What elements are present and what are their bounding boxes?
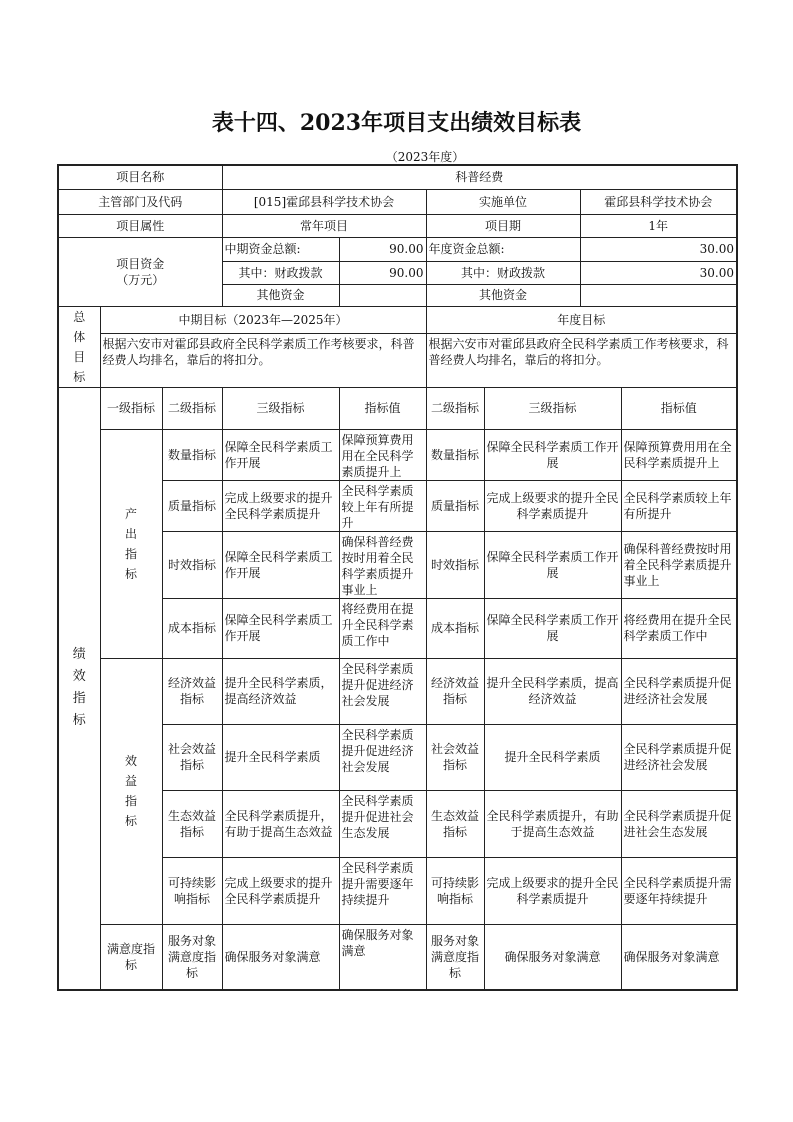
mid-value-cell: 全民科学素质提升促进社会生态发展 bbox=[339, 790, 426, 857]
year-level3-cell: 提升全民科学素质，提高经济效益 bbox=[484, 658, 621, 724]
year-level2-cell: 服务对象满意度指标 bbox=[426, 924, 484, 990]
mid-value-cell: 确保服务对象满意 bbox=[339, 924, 426, 990]
year-level2-cell: 可持续影响指标 bbox=[426, 857, 484, 924]
year-value-cell: 将经费用在提升全民科学素质工作中 bbox=[621, 598, 737, 658]
value-year-fiscal: 30.00 bbox=[580, 261, 737, 284]
mid-level3-cell: 保障全民科学素质工作开展 bbox=[222, 598, 339, 658]
level1-indicator bbox=[100, 429, 162, 658]
row-goal-text bbox=[58, 334, 737, 387]
label-attr: 项目属性 bbox=[58, 214, 222, 237]
label-period: 项目期 bbox=[426, 214, 580, 237]
performance-target-table bbox=[57, 164, 738, 991]
mid-value-cell: 保障预算费用用在全民科学素质提升上 bbox=[339, 429, 426, 480]
value-dept: [015]霍邱县科学技术协会 bbox=[222, 189, 426, 214]
row-fund-total bbox=[58, 237, 737, 261]
indicator-row bbox=[58, 658, 737, 724]
year-level3-cell: 保障全民科学素质工作开展 bbox=[484, 429, 621, 480]
mid-level2-cell: 服务对象满意度指标 bbox=[162, 924, 222, 990]
year-level2-cell: 经济效益指标 bbox=[426, 658, 484, 724]
performance-indicators-text: 绩效指标 bbox=[72, 647, 86, 729]
header-level3: 三级指标 bbox=[222, 387, 339, 429]
mid-goal-text: 根据六安市对霍邱县政府全民科学素质工作考核要求，科普经费人均排名，靠后的将扣分。 bbox=[100, 334, 426, 387]
year-value-cell: 全民科学素质提升促进社会生态发展 bbox=[621, 790, 737, 857]
label-mid-other: 其他资金 bbox=[222, 284, 339, 306]
label-mid-total: 中期资金总额: bbox=[222, 237, 339, 261]
year-level2-cell: 生态效益指标 bbox=[426, 790, 484, 857]
level1-indicator-text: 产出指标 bbox=[125, 506, 138, 581]
label-year-total: 年度资金总额: bbox=[426, 237, 580, 261]
header-value: 指标值 bbox=[339, 387, 426, 429]
value-year-total: 30.00 bbox=[580, 237, 737, 261]
header-level2: 二级指标 bbox=[162, 387, 222, 429]
mid-level3-cell: 全民科学素质提升，有助于提高生态效益 bbox=[222, 790, 339, 857]
value-attr: 常年项目 bbox=[222, 214, 426, 237]
mid-level2-cell: 数量指标 bbox=[162, 429, 222, 480]
label-mid-fiscal: 其中：财政拨款 bbox=[222, 261, 339, 284]
mid-level2-cell: 社会效益指标 bbox=[162, 724, 222, 790]
label-impl: 实施单位 bbox=[426, 189, 580, 214]
year-level3-cell: 保障全民科学素质工作开展 bbox=[484, 598, 621, 658]
row-indicator-headers bbox=[58, 387, 737, 429]
label-mid-goal: 中期目标（2023年—2025年） bbox=[100, 306, 426, 334]
mid-level2-cell: 时效指标 bbox=[162, 531, 222, 598]
year-value-cell: 全民科学素质提升促进经济社会发展 bbox=[621, 724, 737, 790]
fund-unit: （万元） bbox=[116, 272, 165, 287]
year-level3-cell: 完成上级要求的提升全民科学素质提升 bbox=[484, 857, 621, 924]
mid-level3-cell: 保障全民科学素质工作开展 bbox=[222, 531, 339, 598]
label-performance-indicators bbox=[58, 387, 100, 990]
mid-level2-cell: 经济效益指标 bbox=[162, 658, 222, 724]
year-level2-cell: 质量指标 bbox=[426, 480, 484, 531]
mid-level2-cell: 可持续影响指标 bbox=[162, 857, 222, 924]
value-mid-total: 90.00 bbox=[339, 237, 426, 261]
value-project-name: 科普经费 bbox=[222, 165, 737, 189]
level1-indicator-text: 满意度指标 bbox=[106, 941, 155, 972]
label-year-other: 其他资金 bbox=[426, 284, 580, 306]
row-dept bbox=[58, 189, 737, 214]
mid-level2-cell: 质量指标 bbox=[162, 480, 222, 531]
year-level3-cell: 完成上级要求的提升全民科学素质提升 bbox=[484, 480, 621, 531]
year-value-cell: 确保科普经费按时用着全民科学素质提升事业上 bbox=[621, 531, 737, 598]
year-value-cell: 全民科学素质较上年有所提升 bbox=[621, 480, 737, 531]
value-impl: 霍邱县科学技术协会 bbox=[580, 189, 737, 214]
year-level2-cell: 社会效益指标 bbox=[426, 724, 484, 790]
header-year-value: 指标值 bbox=[621, 387, 737, 429]
indicator-row bbox=[58, 429, 737, 480]
mid-level3-cell: 保障全民科学素质工作开展 bbox=[222, 429, 339, 480]
label-project-name: 项目名称 bbox=[58, 165, 222, 189]
fund-label: 项目资金 bbox=[116, 256, 165, 271]
subtitle-year: （2023年度） bbox=[385, 150, 465, 164]
mid-value-cell: 确保科普经费按时用着全民科学素质提升事业上 bbox=[339, 531, 426, 598]
label-overall-goal bbox=[58, 306, 100, 387]
level1-indicator-text: 效益指标 bbox=[125, 754, 138, 828]
label-dept: 主管部门及代码 bbox=[58, 189, 222, 214]
year-level3-cell: 保障全民科学素质工作开展 bbox=[484, 531, 621, 598]
mid-value-cell: 全民科学素质提升需要逐年持续提升 bbox=[339, 857, 426, 924]
year-level2-cell: 数量指标 bbox=[426, 429, 484, 480]
year-value-cell: 全民科学素质提升促进经济社会发展 bbox=[621, 658, 737, 724]
header-level1: 一级指标 bbox=[100, 387, 162, 429]
mid-level3-cell: 提升全民科学素质 bbox=[222, 724, 339, 790]
header-year-level3: 三级指标 bbox=[484, 387, 621, 429]
year-goal-text: 根据六安市对霍邱县政府全民科学素质工作考核要求，科普经费人均排名，靠后的将扣分。 bbox=[426, 334, 737, 387]
mid-value-cell: 全民科学素质较上年有所提升 bbox=[339, 480, 426, 531]
mid-value-cell: 全民科学素质提升促进经济社会发展 bbox=[339, 658, 426, 724]
year-level2-cell: 成本指标 bbox=[426, 598, 484, 658]
level1-indicator bbox=[100, 658, 162, 924]
year-value-cell: 确保服务对象满意 bbox=[621, 924, 737, 990]
page-title: 表十四、2023年项目支出绩效目标表 bbox=[211, 110, 582, 136]
mid-level3-cell: 确保服务对象满意 bbox=[222, 924, 339, 990]
overall-goal-text: 总体目标 bbox=[73, 309, 86, 384]
mid-level2-cell: 成本指标 bbox=[162, 598, 222, 658]
indicator-row bbox=[58, 924, 737, 990]
mid-level3-cell: 完成上级要求的提升全民科学素质提升 bbox=[222, 857, 339, 924]
level1-indicator bbox=[100, 924, 162, 990]
value-mid-other bbox=[339, 284, 426, 306]
row-attr bbox=[58, 214, 737, 237]
year-value-cell: 保障预算费用用在全民科学素质提升上 bbox=[621, 429, 737, 480]
mid-level2-cell: 生态效益指标 bbox=[162, 790, 222, 857]
label-year-goal: 年度目标 bbox=[426, 306, 737, 334]
year-value-cell: 全民科学素质提升需要逐年持续提升 bbox=[621, 857, 737, 924]
mid-value-cell: 将经费用在提升全民科学素质工作中 bbox=[339, 598, 426, 658]
year-level3-cell: 提升全民科学素质 bbox=[484, 724, 621, 790]
mid-level3-cell: 提升全民科学素质，提高经济效益 bbox=[222, 658, 339, 724]
header-year-level2: 二级指标 bbox=[426, 387, 484, 429]
label-fund bbox=[58, 237, 222, 306]
year-level3-cell: 确保服务对象满意 bbox=[484, 924, 621, 990]
label-year-fiscal: 其中：财政拨款 bbox=[426, 261, 580, 284]
year-level3-cell: 全民科学素质提升，有助于提高生态效益 bbox=[484, 790, 621, 857]
row-project-name bbox=[58, 165, 737, 189]
mid-level3-cell: 完成上级要求的提升全民科学素质提升 bbox=[222, 480, 339, 531]
value-period: 1年 bbox=[580, 214, 737, 237]
year-level2-cell: 时效指标 bbox=[426, 531, 484, 598]
value-year-other bbox=[580, 284, 737, 306]
value-mid-fiscal: 90.00 bbox=[339, 261, 426, 284]
mid-value-cell: 全民科学素质提升促进经济社会发展 bbox=[339, 724, 426, 790]
row-goal-headers bbox=[58, 306, 737, 334]
